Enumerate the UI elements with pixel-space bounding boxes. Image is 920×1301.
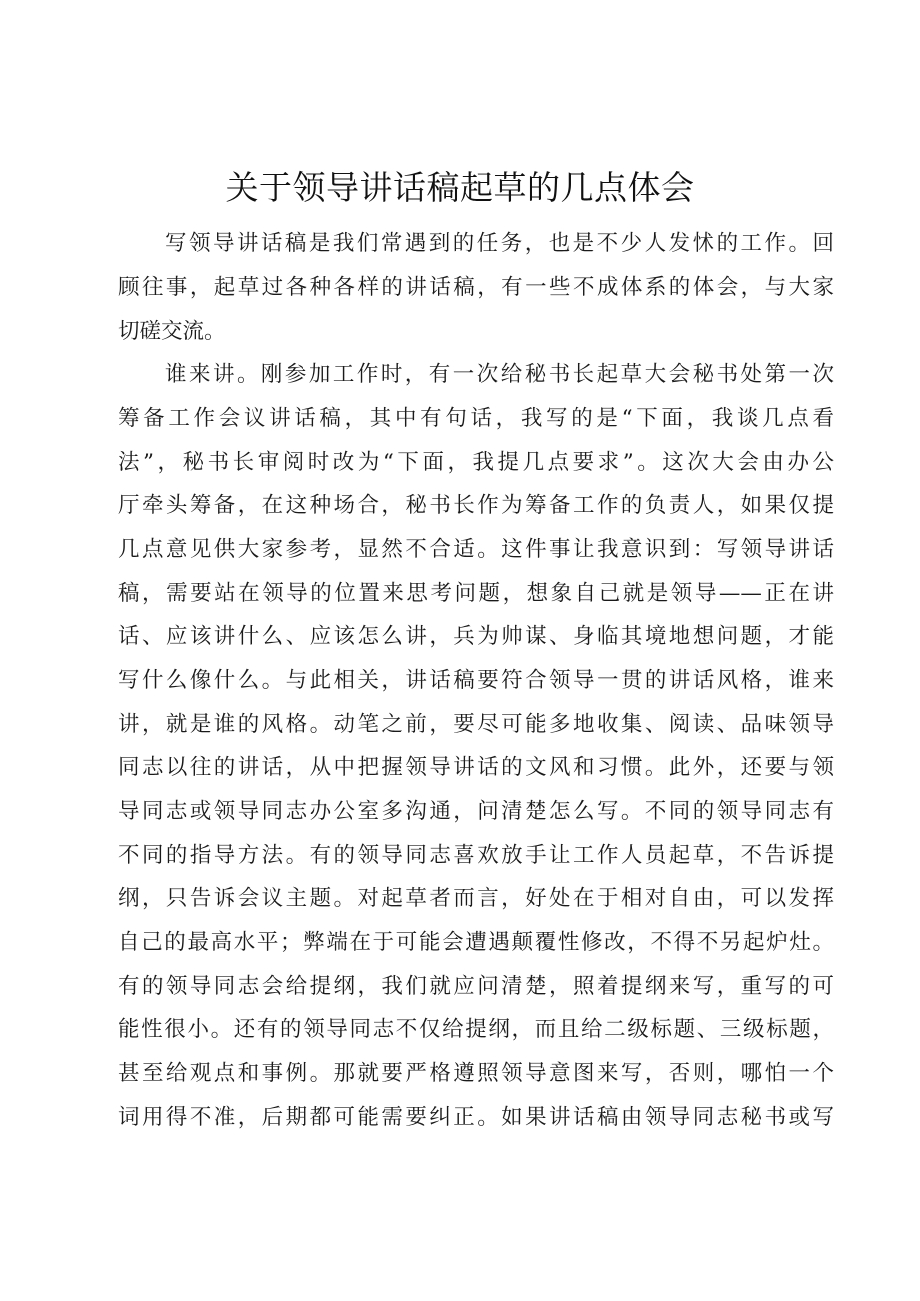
- paragraph-2-line-14: 自己的最高水平；弊端在于可能会遭遇颠覆性修改，不得不另起炉灶。: [118, 930, 834, 955]
- paragraph-2-line-11: 导同志或领导同志办公室多沟通，问清楚怎么写。不同的领导同志有: [118, 799, 834, 824]
- paragraph-1-line-2: 顾往事，起草过各种各样的讲话稿，有一些不成体系的体会，与大家: [118, 275, 834, 300]
- paragraph-2-line-15: 有的领导同志会给提纲，我们就应问清楚，照着提纲来写，重写的可: [118, 974, 834, 999]
- paragraph-2-line-4: 厅牵头筹备，在这种场合，秘书长作为筹备工作的负责人，如果仅提: [118, 493, 834, 518]
- paragraph-2-line-9: 讲，就是谁的风格。动笔之前，要尽可能多地收集、阅读、品味领导: [118, 712, 834, 737]
- paragraph-2-line-3: 法”，秘书长审阅时改为“下面，我提几点要求”。这次大会由办公: [118, 450, 834, 475]
- paragraph-2-line-1: 谁来讲。刚参加工作时，有一次给秘书长起草大会秘书处第一次: [165, 362, 834, 387]
- paragraph-2-line-10: 同志以往的讲话，从中把握领导讲话的文风和习惯。此外，还要与领: [118, 755, 834, 780]
- paragraph-2-line-18: 词用得不准，后期都可能需要纠正。如果讲话稿由领导同志秘书或写: [118, 1105, 834, 1130]
- document-title: 关于领导讲话稿起草的几点体会: [225, 168, 695, 207]
- paragraph-1-line-1: 写领导讲话稿是我们常遇到的任务，也是不少人发怵的工作。回: [165, 231, 834, 256]
- paragraph-2-line-16: 能性很小。还有的领导同志不仅给提纲，而且给二级标题、三级标题，: [118, 1017, 834, 1042]
- paragraph-2-line-5: 几点意见供大家参考，显然不合适。这件事让我意识到：写领导讲话: [118, 537, 834, 562]
- paragraph-2-line-6: 稿，需要站在领导的位置来思考问题，想象自己就是领导——正在讲: [118, 581, 834, 606]
- paragraph-1-line-3: 切磋交流。: [118, 319, 226, 344]
- paragraph-2-line-17: 甚至给观点和事例。那就要严格遵照领导意图来写，否则，哪怕一个: [118, 1061, 834, 1086]
- paragraph-2-line-12: 不同的指导方法。有的领导同志喜欢放手让工作人员起草，不告诉提: [118, 843, 834, 868]
- paragraph-2-line-2: 筹备工作会议讲话稿，其中有句话，我写的是“下面，我谈几点看: [118, 406, 834, 431]
- paragraph-2-line-8: 写什么像什么。与此相关，讲话稿要符合领导一贯的讲话风格，谁来: [118, 668, 834, 693]
- paragraph-2-line-13: 纲，只告诉会议主题。对起草者而言，好处在于相对自由，可以发挥: [118, 886, 834, 911]
- paragraph-2-line-7: 话、应该讲什么、应该怎么讲，兵为帅谋、身临其境地想问题，才能: [118, 624, 834, 649]
